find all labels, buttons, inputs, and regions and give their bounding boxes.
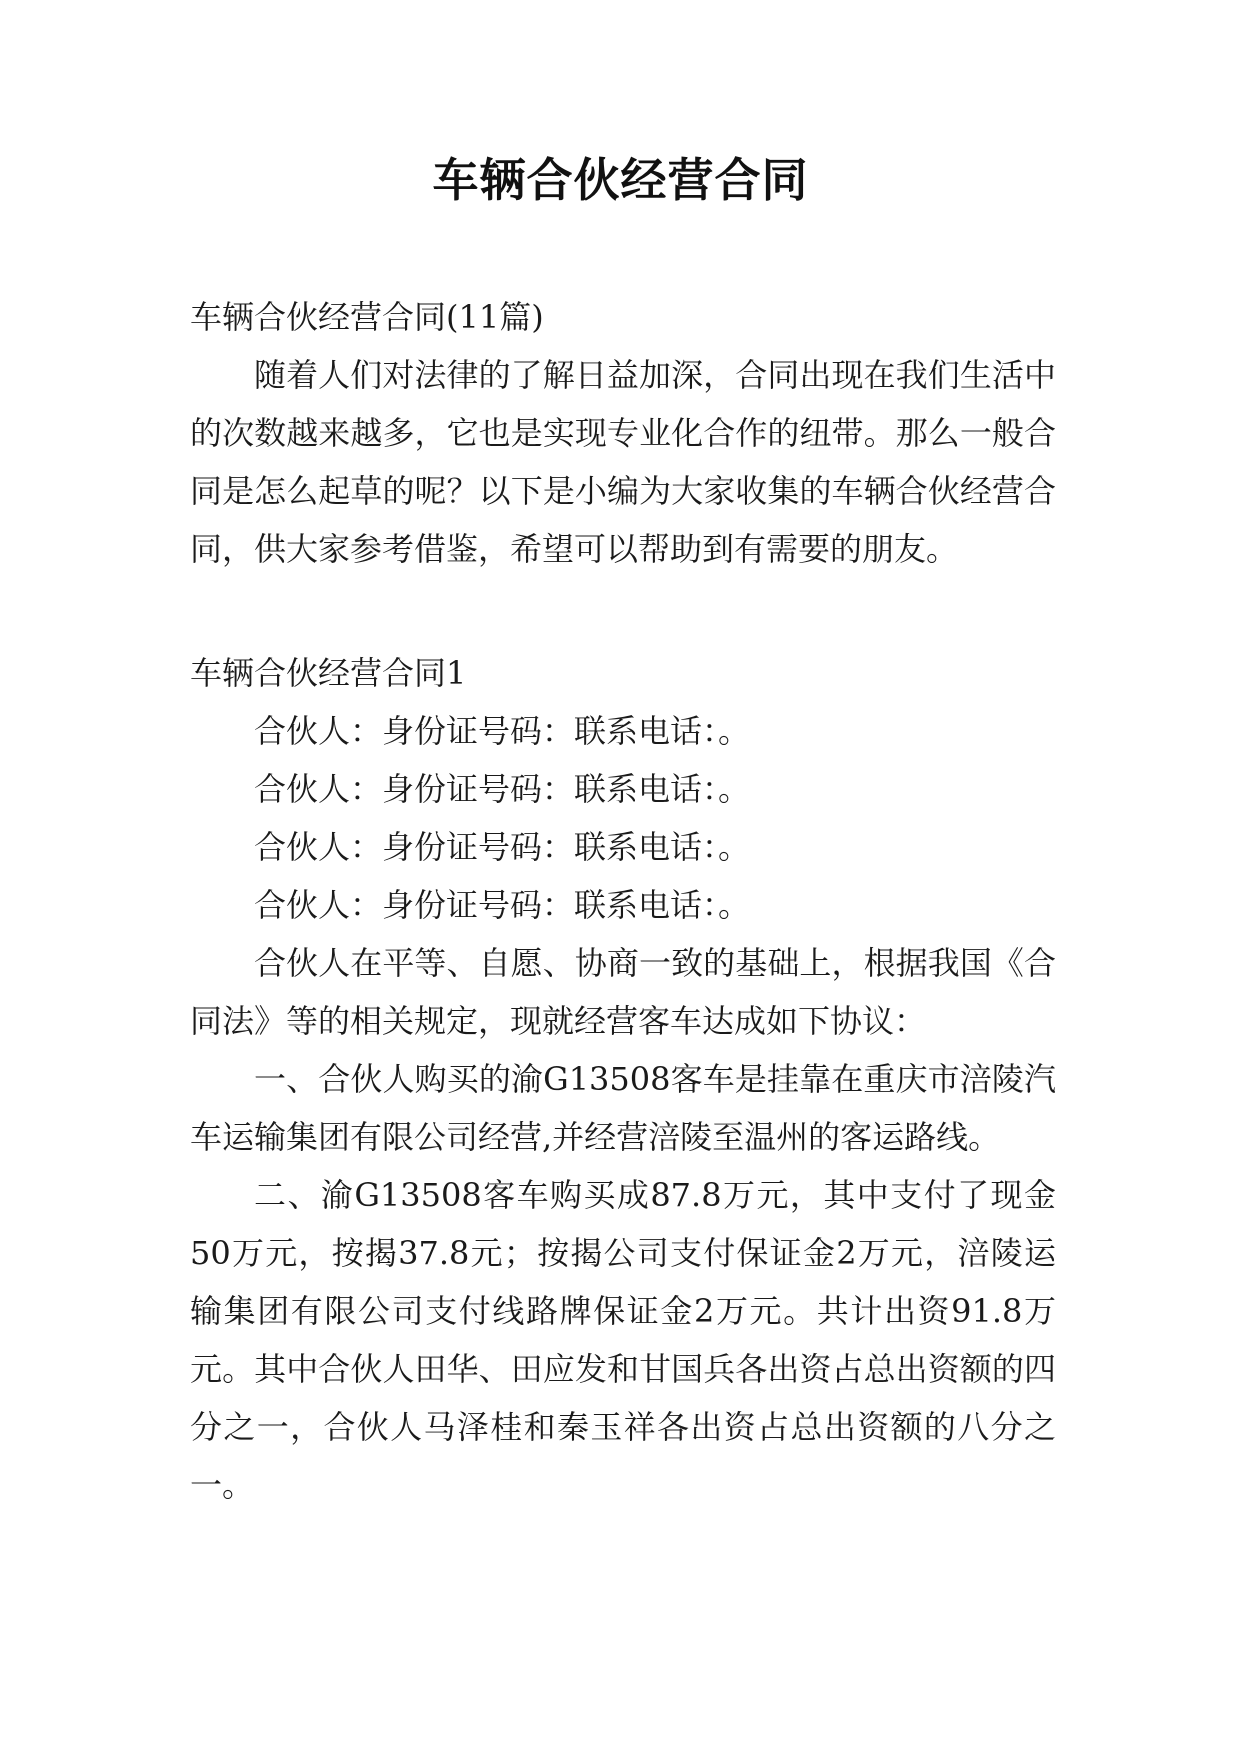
partner-line: 合伙人：身份证号码：联系电话：。: [254, 770, 751, 808]
document-subtitle: 车辆合伙经营合同(11篇): [190, 298, 544, 336]
intro-paragraph: 随着人们对法律的了解日益加深，合同出现在我们生活中的次数越来越多，它也是实现专业化合作的纽带。那么一般合同是怎么起草的呢？以下是小编为大家收集的车辆合伙经营合同，供大家参考借鉴，希望可以帮助到有需要的朋友。: [190, 356, 1056, 568]
section-title: 车辆合伙经营合同1: [190, 654, 467, 692]
clause-two-paragraph: 二、渝G13508客车购买成87.8万元，其中支付了现金50万元，按揭37.8元；按揭公司支付保证金2万元，涪陵运输集团有限公司支付线路牌保证金2万元。共计出资91.8万元。其中合伙人田华、田应发和甘国兵各出资占总出资额的四分之一，合伙人马泽桂和秦玉祥各出资占总出资额的八分之一。: [190, 1176, 1056, 1504]
section-gap: [190, 578, 1056, 644]
partner-line: 合伙人：身份证号码：联系电话：。: [254, 828, 751, 866]
partner-line: 合伙人：身份证号码：联系电话：。: [254, 886, 751, 924]
agreement-paragraph: 合伙人在平等、自愿、协商一致的基础上，根据我国《合同法》等的相关规定，现就经营客车达成如下协议：: [190, 944, 1056, 1040]
document-title: 车辆合伙经营合同: [432, 153, 809, 207]
clause-one-paragraph: 一、合伙人购买的渝G13508客车是挂靠在重庆市涪陵汽车运输集团有限公司经营,并经营涪陵至温州的客运路线。: [190, 1060, 1056, 1156]
partner-line: 合伙人：身份证号码：联系电话：。: [254, 712, 751, 750]
document-body: [190, 288, 1056, 1514]
